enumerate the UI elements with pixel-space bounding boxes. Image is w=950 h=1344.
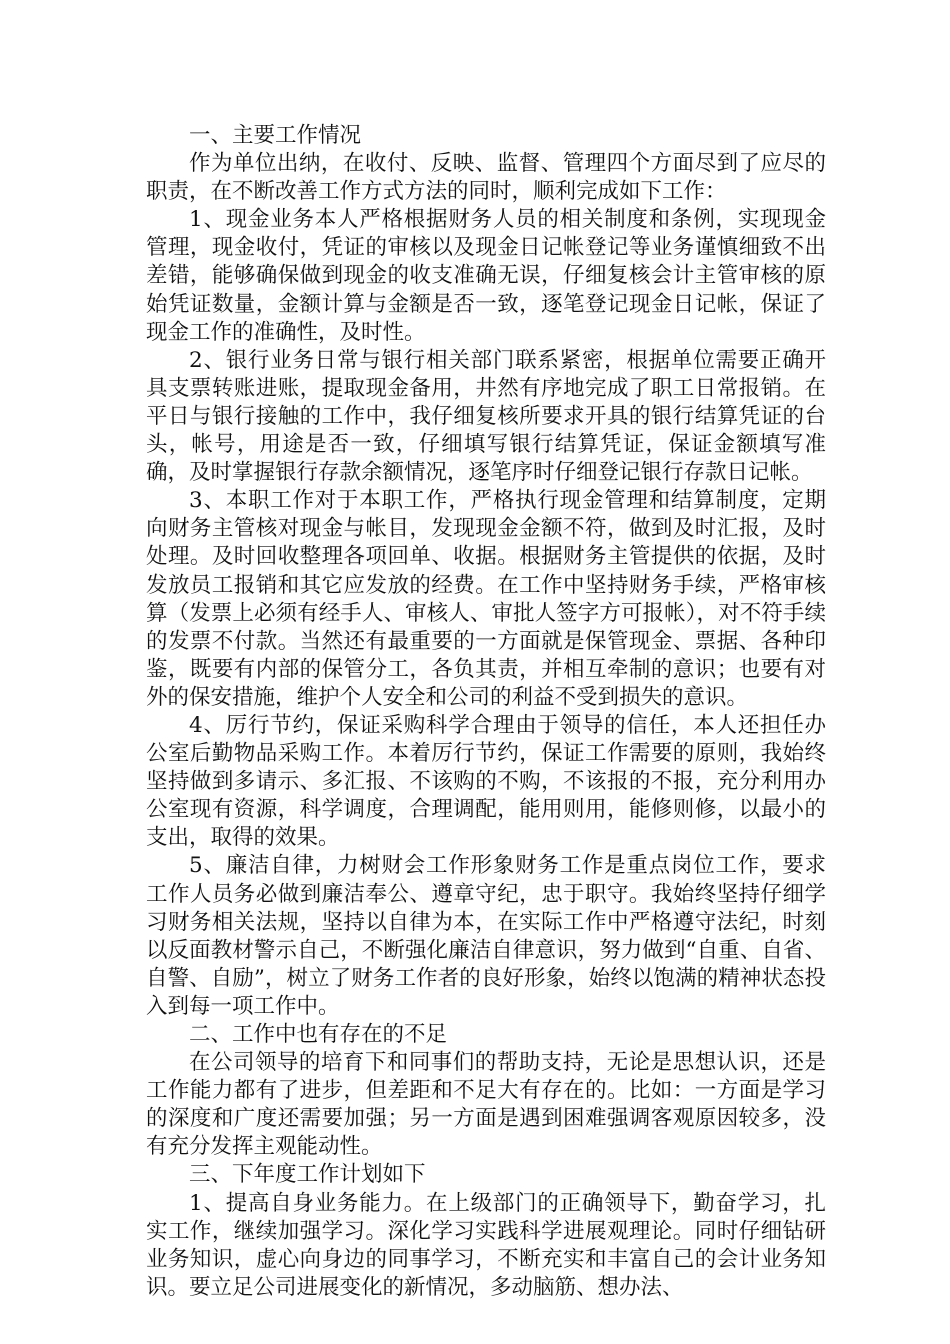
paragraph-duties: 3、本职工作对于本职工作，严格执行现金管理和结算制度，定期向财务主管核对现金与帐目，发现现金金额不符，做到及时汇报，及时处理。及时回收整理各项回单、收据。根据财务主管提供的依据，及时发放员工报销和其它应发放的经费。在工作中坚持财务手续，严格审核算（发票上必须有经手人、审核人、审批人签字方可报帐），对不符手续的发票不付款。当然还有最重要的一方面就是保管现金、票据、各种印鉴，既要有内部的保管分工，各负其责，并相互牵制的意识；也要有对外的保安措施，维护个人安全和公司的利益不受到损失的意识。: [146, 488, 826, 710]
document-body: [146, 122, 826, 1302]
paragraph-shortcomings: 在公司领导的培育下和同事们的帮助支持，无论是思想认识，还是工作能力都有了进步，但差距和不足大有存在的。比如：一方面是学习的深度和广度还需要加强；另一方面是遇到困难强调客观原因较多，没有充分发挥主观能动性。: [146, 1050, 826, 1160]
paragraph-cash-business: 1、现金业务本人严格根据财务人员的相关制度和条例，实现现金管理，现金收付，凭证的审核以及现金日记帐登记等业务谨慎细致不出差错，能够确保做到现金的收支准确无误，仔细复核会计主管审核的原始凭证数量，金额计算与金额是否一致，逐笔登记现金日记帐，保证了现金工作的准确性，及时性。: [146, 207, 826, 345]
heading-next-year-plan: 三、下年度工作计划如下: [189, 1162, 426, 1188]
paragraph-bank-business: 2、银行业务日常与银行相关部门联系紧密，根据单位需要正确开具支票转账进账，提取现金备用，井然有序地完成了职工日常报销。在平日与银行接触的工作中，我仔细复核所要求开具的银行结算凭证的台头，帐号，用途是否一致，仔细填写银行结算凭证，保证金额填写准确，及时掌握银行存款余额情况，逐笔序时仔细登记银行存款日记帐。: [146, 347, 826, 486]
heading-shortcomings: 二、工作中也有存在的不足: [189, 1022, 448, 1047]
paragraph-plan-skills: 1、提高自身业务能力。在上级部门的正确领导下，勤奋学习，扎实工作，继续加强学习。深化学习实践科学进展观理论。同时仔细钻研业务知识，虚心向身边的同事学习，不断充实和丰富自己的会计业务知识。要立足公司进展变化的新情况，多动脑筋、想办法、: [146, 1190, 826, 1300]
paragraph-procurement: 4、厉行节约，保证采购科学合理由于领导的信任，本人还担任办公室后勤物品采购工作。本着厉行节约，保证工作需要的原则，我始终坚持做到多请示、多汇报、不该购的不购，不该报的不报，充分利用办公室现有资源，科学调度，合理调配，能用则用，能修则修，以最小的支出，取得的效果。: [146, 712, 826, 851]
heading-main-work: 一、主要工作情况: [189, 123, 362, 148]
paragraph-integrity: 5、廉洁自律，力树财会工作形象财务工作是重点岗位工作，要求工作人员务必做到廉洁奉公、遵章守纪，忠于职守。我始终坚持仔细学习财务相关法规，坚持以自律为本，在实际工作中严格遵守法纪，时刻以反面教材警示自己，不断强化廉洁自律意识，努力做到“自重、自省、自警、自励”，树立了财务工作者的良好形象，始终以饱满的精神状态投入到每一项工作中。: [146, 853, 826, 1019]
paragraph-intro: 作为单位出纳，在收付、反映、监督、管理四个方面尽到了应尽的职责，在不断改善工作方式方法的同时，顺利完成如下工作：: [146, 151, 826, 205]
